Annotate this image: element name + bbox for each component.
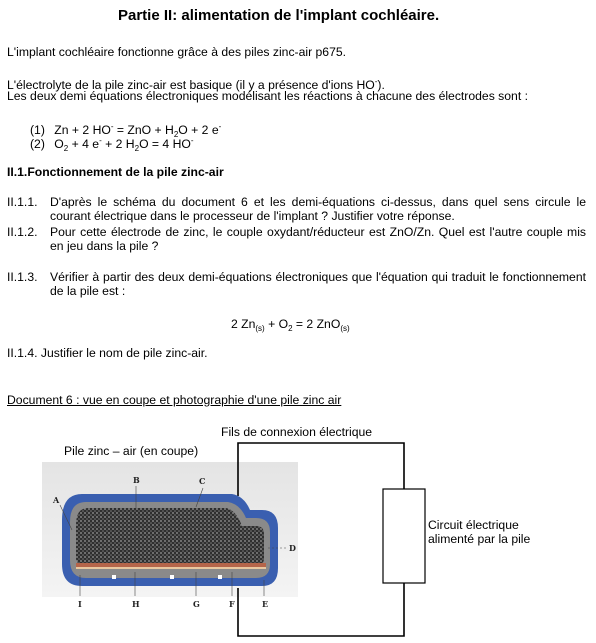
question-1-text: D'après le schéma du document 6 et les demi-équations ci-dessus, dans quel sens circule le courant électrique dans le processeur de l'implant ? Justifier votre réponse.: [50, 195, 586, 223]
zinc-anode: [76, 508, 264, 564]
label-b: B: [133, 475, 140, 485]
circuit-label-line2: alimenté par la pile: [428, 532, 531, 546]
question-3-text: Vérifier à partir des deux demi-équations électroniques que l'équation qui traduit le fonctionnement de la pile est :: [50, 270, 586, 298]
intro-text: L'implant cochléaire fonctionne grâce à des piles zinc-air p675.: [7, 45, 347, 59]
label-g: G: [193, 599, 200, 609]
electrolyte-sup: -: [374, 77, 378, 86]
question-2-text: Pour cette électrode de zinc, le couple oxydant/réducteur est ZnO/Zn. Quel est l'autre couple mis en jeu dans la pile ?: [50, 225, 586, 253]
label-d: D: [289, 543, 296, 553]
equation-2-number: (2): [30, 137, 45, 151]
circuit-label-line1: Circuit électrique: [428, 518, 519, 532]
global-equation: 2 $Zn_{(s)} + O_2 = 2$ ZnO$_{(s)}$: [231, 317, 350, 333]
electrolyte-end: ).: [377, 78, 385, 92]
equation-1-text: Zn + 2 HO- = ZnO + $H_2O + 2$ e-: [54, 122, 222, 139]
page-title: Partie II: alimentation de l'implant cochléaire.: [118, 7, 440, 24]
label-f: F: [229, 599, 235, 609]
label-a: A: [53, 495, 60, 505]
label-c: C: [199, 476, 206, 486]
equation-1-number: (1): [30, 123, 45, 137]
question-1-number: II.1.1.: [7, 195, 38, 209]
question-4-number: II.1.4.: [7, 346, 38, 360]
cathode-layer: [76, 567, 266, 569]
label-e: E: [262, 599, 269, 609]
question-3-number: II.1.3.: [7, 270, 38, 284]
document-title: Document 6 : vue en coupe et photographie d'une pile zinc air: [7, 393, 342, 407]
equation-2-text: $O_2 + 4$ e- + 2 $H_2O = 4$ HO-: [54, 136, 194, 153]
half-equations-intro: Les deux demi équations électroniques modélisant les réactions à chacune des électrodes sont :: [7, 89, 528, 103]
label-h: H: [132, 599, 140, 609]
wires-label: Fils de connexion électrique: [221, 425, 373, 439]
section-heading: II.1.Fonctionnement de la pile zinc-air: [7, 165, 224, 179]
separator-layer: [76, 563, 266, 567]
circuit-load-box: [383, 489, 425, 583]
electrolyte-main: L'électrolyte de la pile zinc-air est basique (il y a présence d'ions HO: [7, 78, 375, 92]
label-i: I: [78, 599, 82, 609]
question-4-text: Justifier le nom de pile zinc-air.: [40, 346, 208, 360]
battery-label: Pile zinc – air (en coupe): [64, 444, 199, 458]
question-2-number: II.1.2.: [7, 225, 38, 239]
